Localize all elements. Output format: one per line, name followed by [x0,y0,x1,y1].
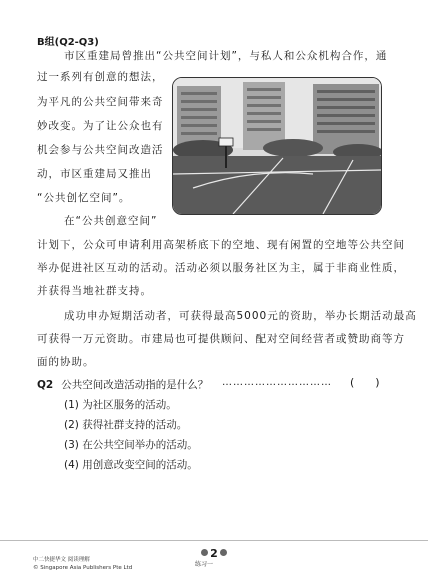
footer-copyright: © Singapore Asia Publishers Pte Ltd [33,565,133,571]
page-number-text: 2 [210,547,218,560]
circle-icon [201,549,208,556]
passage-line: 举办促进社区互动的活动。活动必须以服务社区为主，属于非商业性质， [37,262,405,274]
passage-line: 市区重建局曾推出“公共空间计划”，与私人和公众机构合作，通 [64,50,388,62]
option-1: (1) 为社区服务的活动。 [64,399,177,411]
passage-line: 面的协助。 [37,356,95,368]
footer-publisher [33,556,132,572]
passage-line: 可获得一万元资助。市建局也可提供顾问、配对空间经营者或赞助商等方 [37,333,405,345]
passage-line: 并获得当地社群支持。 [37,285,152,297]
passage-line: 机会参与公共空间改造活 [37,144,164,156]
basketball-court-photo [172,77,382,215]
passage-line: 成功申办短期活动者，可获得最高5000元的资助，举办长期活动最高 [64,310,417,322]
section-label: B组(Q2-Q3) [37,37,99,48]
answer-blank[interactable]: ( ) [350,376,380,389]
passage-line: 计划下，公众可申请利用高架桥底下的空地、现有闲置的空地等公共空间 [37,239,405,251]
answer-leader-dots: ………………………… [222,377,332,388]
passage-line: 过一系列有创意的想法， [37,71,164,83]
option-2: (2) 获得社群支持的活动。 [64,419,188,431]
option-4: (4) 用创意改变空间的活动。 [64,459,198,471]
question-text: 公共空间改造活动指的是什么？ [61,379,209,391]
passage-line: 在“公共创意空间” [64,215,158,227]
footer-divider [0,540,428,541]
question-row [37,377,208,392]
question-number: Q2 [37,379,54,391]
passage-line: “公共创忆空间”。 [37,192,131,204]
option-3: (3) 在公共空间举办的活动。 [64,439,198,451]
footer-book-title: 中二快捷华文 阅读理解 [33,557,90,563]
footer-exercise: 练习一 [195,561,214,568]
passage-line: 为平凡的公共空间带来奇 [37,96,164,108]
circle-icon [220,549,227,556]
passage-line: 妙改变。为了让公众也有 [37,120,164,132]
passage-line: 动，市区重建局又推出 [37,168,152,180]
